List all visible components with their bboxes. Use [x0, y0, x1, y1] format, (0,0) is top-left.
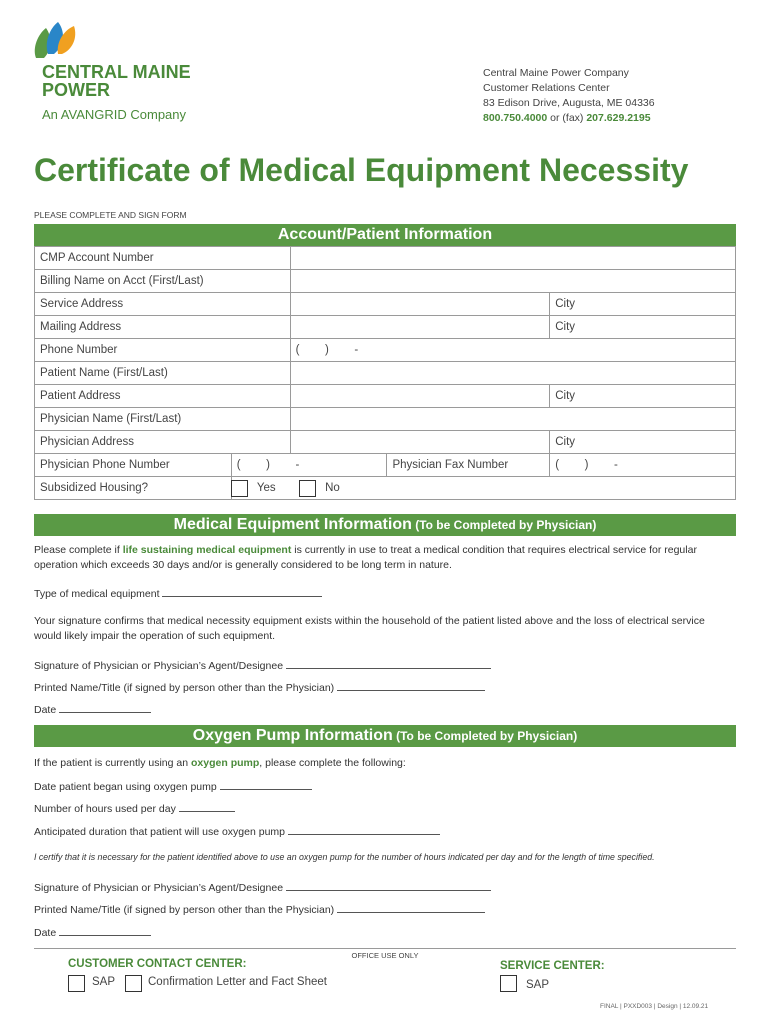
office-use-label: OFFICE USE ONLY [351, 951, 419, 960]
table-row [35, 385, 736, 408]
footer-code: FINAL | PXXD003 | Design | 12.09.21 [600, 1003, 709, 1010]
section-medical-subtitle: (To be Completed by Physician) [411, 518, 597, 532]
life-sustaining-emphasis: life sustaining medical equipment [122, 544, 292, 556]
oxy-signature-row: Signature of Physician or Physician’s Agent/Designee [34, 880, 491, 894]
billing-name-label: Billing Name on Acct (First/Last) [35, 270, 291, 293]
oxygen-pump-emphasis: oxygen pump [191, 757, 260, 769]
oxy-signature-field[interactable] [286, 880, 491, 891]
patient-city-field[interactable]: City [550, 385, 736, 408]
med-signature-field[interactable] [286, 658, 491, 669]
address-center: Customer Relations Center [483, 82, 610, 94]
medical-intro: Please complete if life sustaining medical equipment is currently in use to treat a medical condition that requires electrical service for regular operation which exceeds 30 days and/or is generally considered to be long term in nature. [34, 544, 697, 571]
table-row [35, 431, 736, 454]
account-patient-table [34, 246, 736, 500]
table-row [35, 477, 736, 500]
section-oxygen-subtitle: (To be Completed by Physician) [392, 729, 578, 743]
cmp-logo-leaves-icon [32, 20, 82, 64]
billing-name-field[interactable] [290, 270, 735, 293]
table-row [35, 293, 736, 316]
subsidized-housing-options [231, 477, 735, 500]
oxygen-certify-text: I certify that it is necessary for the patient identified above to use an oxygen pump for the number of hours indicated per day and for the length of time specified. [34, 852, 655, 862]
mailing-city-field[interactable]: City [550, 316, 736, 339]
physician-address-field[interactable] [290, 431, 550, 454]
oxy-date-field[interactable] [59, 925, 151, 936]
table-row [35, 339, 736, 362]
signature-confirmation-text: Your signature confirms that medical necessity equipment exists within the household of the patient listed above and the loss of electrical service would likely impair the operation of such equipment. [34, 615, 705, 642]
section-medical-header [34, 514, 736, 536]
logo-tagline: An AVANGRID Company [42, 107, 187, 122]
page-title: Certificate of Medical Equipment Necessity [34, 152, 689, 188]
confirmation-label: Confirmation Letter and Fact Sheet [148, 976, 327, 988]
oxygen-duration-row: Anticipated duration that patient will use oxygen pump [34, 824, 440, 838]
address-contact: 800.750.4000 or (fax) 207.629.2195 [483, 112, 651, 124]
address-block [483, 66, 655, 126]
ccc-sap-checkbox[interactable] [68, 975, 85, 992]
oxygen-date-began-row: Date patient began using oxygen pump [34, 779, 312, 793]
service-sap-checkbox[interactable] [500, 975, 517, 992]
oxy-printed-row: Printed Name/Title (if signed by person other than the Physician) [34, 902, 485, 916]
oxy-printed-field[interactable] [337, 902, 485, 913]
yes-label: Yes [256, 482, 276, 495]
table-row [35, 454, 736, 477]
oxygen-date-began-field[interactable] [220, 779, 312, 790]
table-row [35, 408, 736, 431]
mailing-address-label: Mailing Address [35, 316, 291, 339]
section-account-title: Account/Patient Information [277, 226, 493, 243]
patient-name-label: Patient Name (First/Last) [35, 362, 291, 385]
phone-number-label: Phone Number [35, 339, 291, 362]
section-oxygen-title: Oxygen Pump Information [192, 727, 393, 744]
no-checkbox[interactable] [299, 480, 316, 497]
table-row [35, 270, 736, 293]
yes-checkbox[interactable] [231, 480, 248, 497]
table-row [35, 316, 736, 339]
equipment-type-row: Type of medical equipment [34, 586, 322, 600]
equipment-type-field[interactable] [162, 586, 322, 597]
med-date-row: Date [34, 702, 151, 716]
service-sap-label: SAP [526, 979, 550, 991]
ccc-sap-label: SAP [92, 976, 116, 988]
section-account-header [34, 224, 736, 246]
mailing-address-field[interactable] [290, 316, 550, 339]
address-street: 83 Edison Drive, Augusta, ME 04336 [483, 97, 655, 109]
logo-line2: POWER [42, 80, 111, 100]
confirmation-checkbox[interactable] [125, 975, 142, 992]
subsidized-housing-label: Subsidized Housing? [35, 477, 232, 500]
fax-link[interactable]: 207.629.2195 [586, 112, 651, 124]
table-row [35, 362, 736, 385]
physician-city-field[interactable]: City [550, 431, 736, 454]
physician-fax-label: Physician Fax Number [387, 454, 550, 477]
cmp-account-label: CMP Account Number [35, 247, 291, 270]
physician-address-label: Physician Address [35, 431, 291, 454]
med-printed-row: Printed Name/Title (if signed by person other than the Physician) [34, 680, 485, 694]
phone-link[interactable]: 800.750.4000 [483, 112, 548, 124]
customer-contact-center-label: CUSTOMER CONTACT CENTER: [68, 958, 247, 970]
service-address-label: Service Address [35, 293, 291, 316]
service-address-field[interactable] [290, 293, 550, 316]
form-instruction: PLEASE COMPLETE AND SIGN FORM [34, 210, 187, 220]
patient-address-field[interactable] [290, 385, 550, 408]
cmp-account-field[interactable] [290, 247, 735, 270]
no-label: No [325, 482, 340, 495]
patient-name-field[interactable] [290, 362, 735, 385]
section-medical-title: Medical Equipment Information [173, 516, 412, 533]
physician-name-label: Physician Name (First/Last) [35, 408, 291, 431]
address-company: Central Maine Power Company [483, 67, 629, 79]
oxygen-intro: If the patient is currently using an oxygen pump, please complete the following: [34, 757, 406, 769]
oxygen-hours-field[interactable] [179, 801, 235, 812]
med-signature-row: Signature of Physician or Physician’s Agent/Designee [34, 658, 491, 672]
service-center-label: SERVICE CENTER: [500, 960, 605, 972]
section-oxygen-header [34, 725, 736, 747]
table-row [35, 247, 736, 270]
physician-name-field[interactable] [290, 408, 735, 431]
oxygen-hours-row: Number of hours used per day [34, 801, 235, 815]
physician-phone-field[interactable]: ( ) - [231, 454, 387, 477]
med-printed-field[interactable] [337, 680, 485, 691]
med-date-field[interactable] [59, 702, 151, 713]
logo-line1: CENTRAL MAINE [42, 62, 191, 82]
physician-phone-label: Physician Phone Number [35, 454, 232, 477]
patient-address-label: Patient Address [35, 385, 291, 408]
oxy-date-row: Date [34, 925, 151, 939]
service-city-field[interactable]: City [550, 293, 736, 316]
oxygen-duration-field[interactable] [288, 824, 440, 835]
phone-number-field[interactable]: ( ) - [290, 339, 735, 362]
physician-fax-field[interactable]: ( ) - [550, 454, 736, 477]
